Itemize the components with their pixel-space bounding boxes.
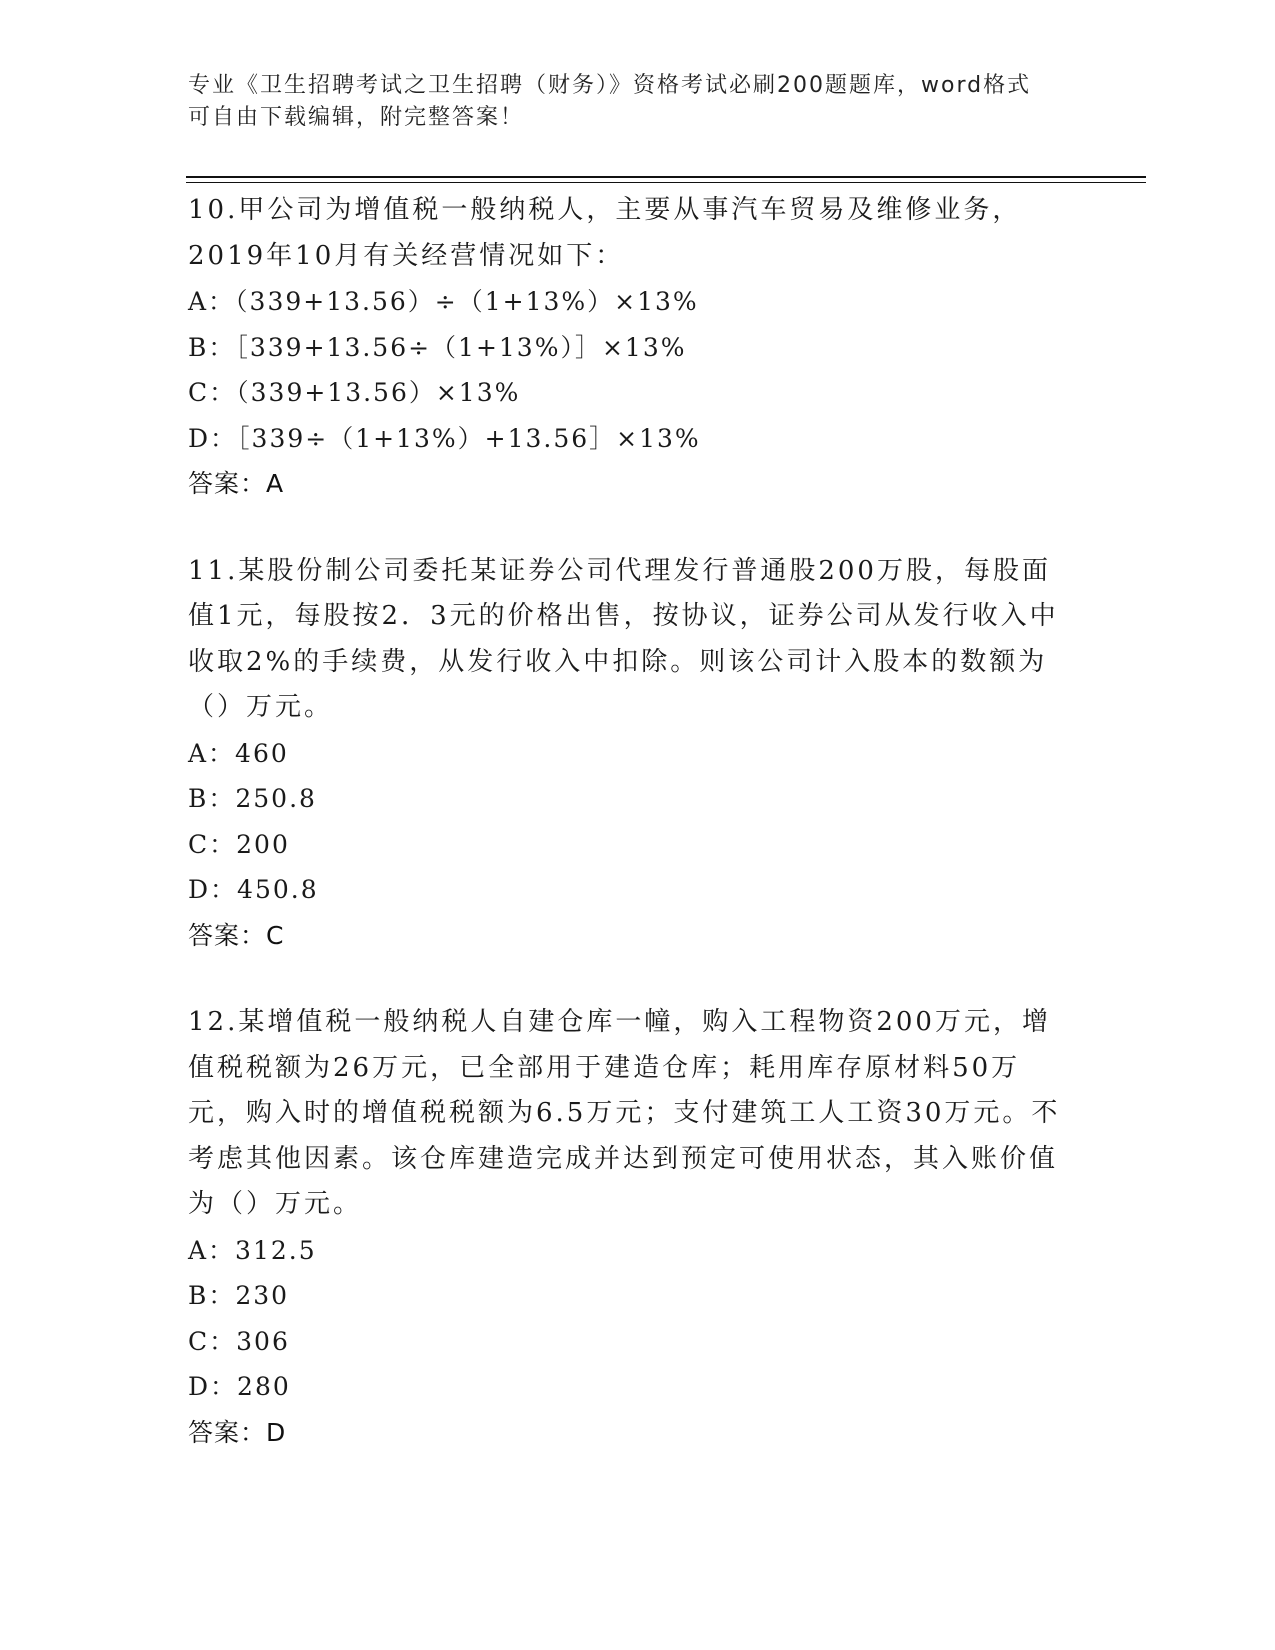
option-d: D：［339÷（1+13%）+13.56］×13% bbox=[188, 423, 701, 453]
question-12 bbox=[188, 1000, 1068, 1455]
header-divider-thin bbox=[186, 182, 1146, 183]
question-text: 11.某股份制公司委托某证券公司代理发行普通股200万股，每股面值1元，每股按2．3元的价格出售，按协议，证券公司从发行收入中收取2%的手续费，从发行收入中扣除。则该公司计入股本的数额为（）万元。 bbox=[188, 555, 1059, 722]
answer-label: 答案：D bbox=[188, 1417, 287, 1447]
option-b: B：［339+13.56÷（1+13%）］×13% bbox=[188, 332, 687, 362]
question-10 bbox=[188, 188, 1068, 507]
option-c: C：（339+13.56）×13% bbox=[188, 378, 521, 407]
question-text: 10.甲公司为增值税一般纳税人，主要从事汽车贸易及维修业务，2019年10月有关经营情况如下： bbox=[188, 195, 1022, 271]
option-a: A：460 bbox=[188, 738, 289, 768]
option-a: A：312.5 bbox=[188, 1235, 317, 1265]
header-divider-thick bbox=[186, 176, 1146, 178]
option-d: D：280 bbox=[188, 1372, 291, 1401]
question-list bbox=[188, 188, 1068, 1455]
option-a: A：（339+13.56）÷（1+13%）×13% bbox=[188, 287, 699, 316]
option-b: B：230 bbox=[188, 1281, 290, 1310]
question-text: 12.某增值税一般纳税人自建仓库一幢，购入工程物资200万元，增值税税额为26万元，已全部用于建造仓库；耗用库存原材料50万元，购入时的增值税税额为6.5万元；支付建筑工人工资30万元。不考虑其他因素。该仓库建造完成并达到预定可使用状态，其入账价值为（）万元。 bbox=[188, 1007, 1061, 1219]
option-c: C：200 bbox=[188, 829, 290, 859]
answer-label: 答案：C bbox=[188, 920, 285, 950]
option-c: C：306 bbox=[188, 1326, 290, 1356]
question-spacer bbox=[188, 507, 1068, 549]
question-spacer bbox=[188, 958, 1068, 1000]
answer-label: 答案：A bbox=[188, 469, 285, 498]
header-line-2: 可自由下载编辑，附完整答案！ bbox=[188, 105, 525, 130]
header-line-1: 专业《卫生招聘考试之卫生招聘（财务）》资格考试必刷200题题库，word格式 bbox=[188, 73, 1032, 98]
option-b: B：250.8 bbox=[188, 784, 317, 813]
option-d: D：450.8 bbox=[188, 875, 319, 904]
document-header bbox=[188, 70, 1068, 134]
question-11 bbox=[188, 549, 1068, 959]
